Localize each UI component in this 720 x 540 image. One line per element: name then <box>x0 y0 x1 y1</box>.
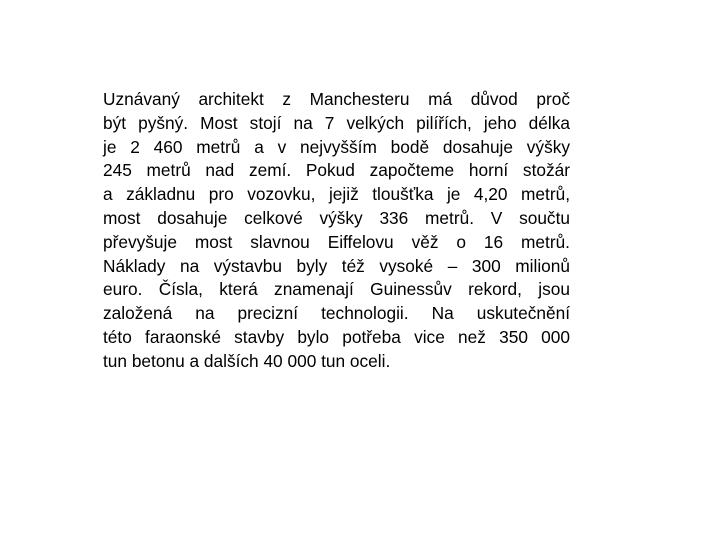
text-line-4: 245 metrů nad zemí. Pokud započteme horní stožár <box>103 160 570 181</box>
body-text <box>103 88 570 374</box>
text-line-6: most dosahuje celkové výšky 336 metrů. V součtu <box>103 207 570 228</box>
text-line-9: euro. Čísla, která znamenají Guinessův rekord, jsou <box>103 279 570 300</box>
text-line-2: být pyšný. Most stojí na 7 velkých pilířích, jeho délka <box>103 112 570 133</box>
text-line-3: je 2 460 metrů a v nejvyšším bodě dosahuje výšky <box>103 136 570 157</box>
text-line-8: Náklady na výstavbu byly též vysoké – 300 milionů <box>103 255 570 276</box>
text-line-10: založená na precizní technologii. Na uskutečnění <box>103 303 570 324</box>
text-line-1: Uznávaný architekt z Manchesteru má důvod proč <box>103 89 570 109</box>
text-line-12: tun betonu a dalších 40 000 tun oceli. <box>103 350 391 371</box>
text-line-5: a základnu pro vozovku, jejiž tloušťka je 4,20 metrů, <box>103 184 570 205</box>
text-line-11: této faraonské stavby bylo potřeba vice než 350 000 <box>103 326 570 347</box>
text-line-7: převyšuje most slavnou Eiffelovu věž o 16 metrů. <box>103 231 570 252</box>
